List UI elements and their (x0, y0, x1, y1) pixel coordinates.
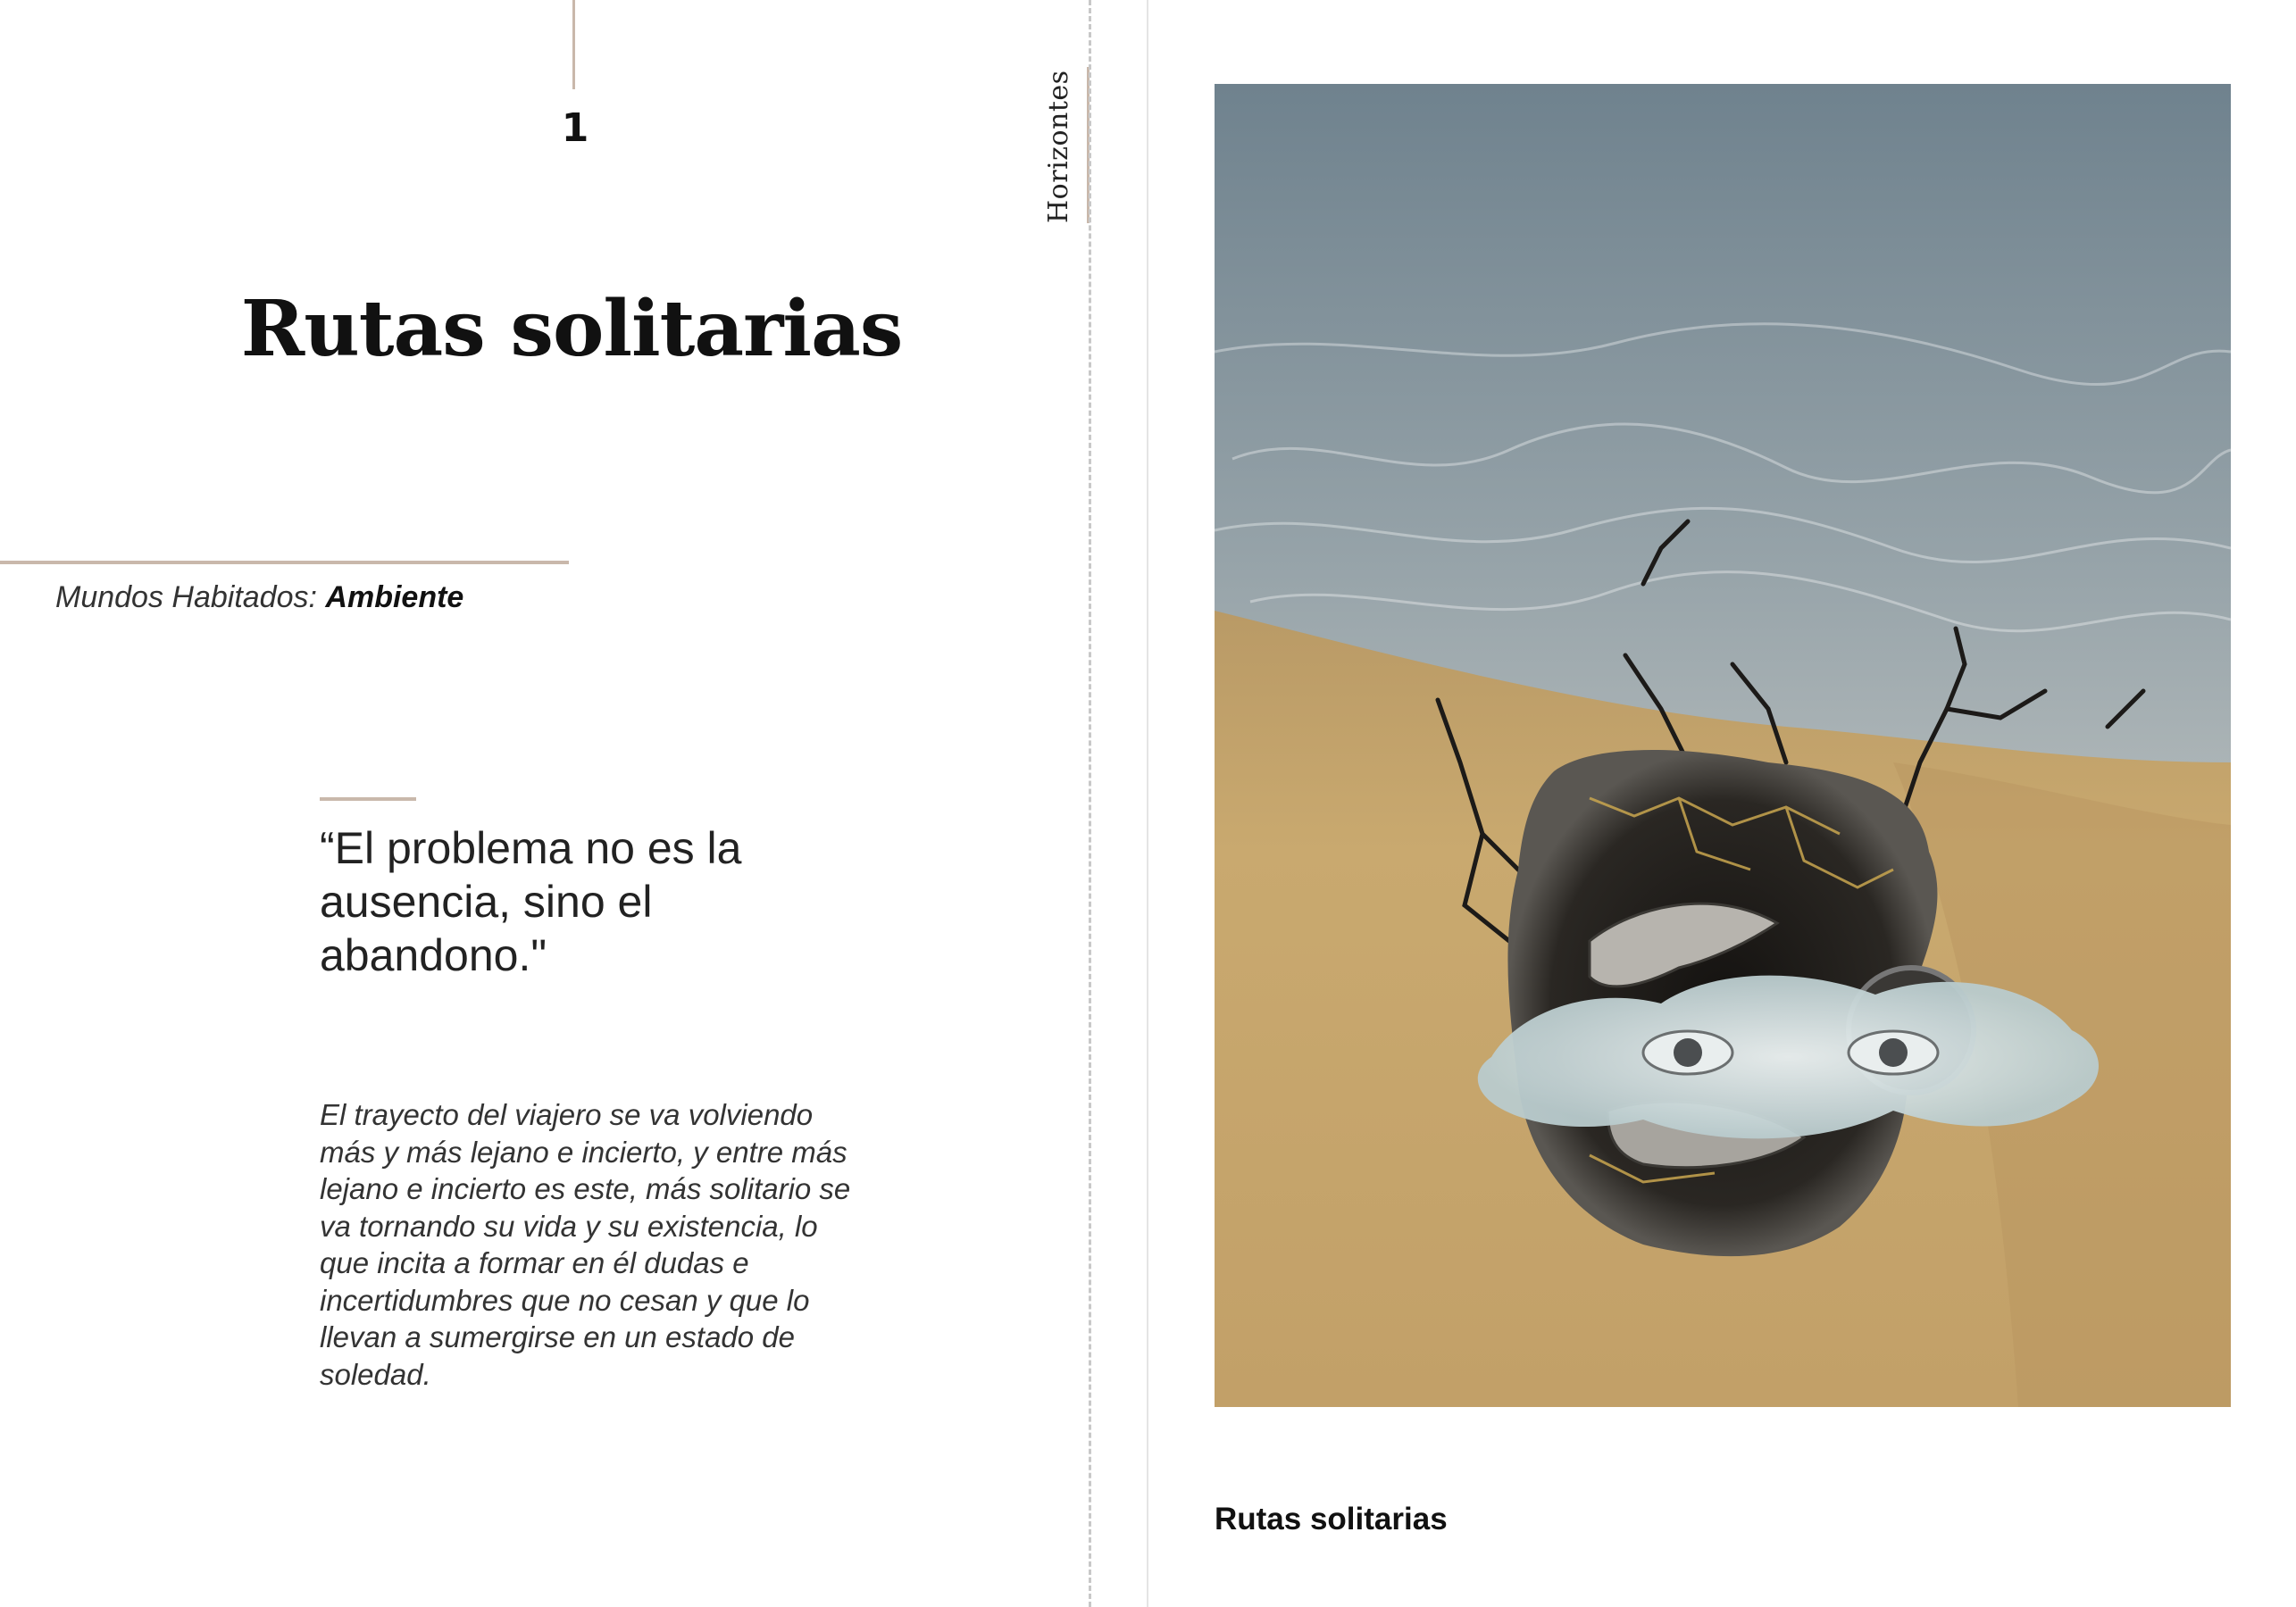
top-decorative-rule (572, 0, 575, 89)
section-label: Horizontes (1043, 70, 1074, 223)
pull-quote: “El problema no es la ausencia, sino el abandono." (320, 823, 742, 980)
category-rule (0, 561, 569, 564)
illustration-caption: Rutas solitarias (1215, 1502, 1448, 1536)
article-body: El trayecto del viajero se va volviendo más y más lejano e incierto, y entre más lejano e incierto es este, más solitario se va tornando su vida y su existencia, lo que incita a formar en él dudas e incertidumbres que no cesan y que lo llevan a sumergirse en un estado de soledad. (320, 1098, 851, 1391)
page-number: 1 (561, 105, 589, 151)
category-line (55, 580, 591, 615)
collage-illustration (1215, 84, 2231, 1407)
category-label: Mundos Habitados: (55, 580, 317, 614)
page-edge (1147, 0, 1148, 1607)
article-title: Rutas solitarias (240, 284, 903, 374)
collage-artwork (1215, 84, 2231, 1407)
quote-rule (320, 797, 416, 801)
page-fold-divider (1089, 0, 1091, 1607)
category-value: Ambiente (325, 580, 464, 614)
